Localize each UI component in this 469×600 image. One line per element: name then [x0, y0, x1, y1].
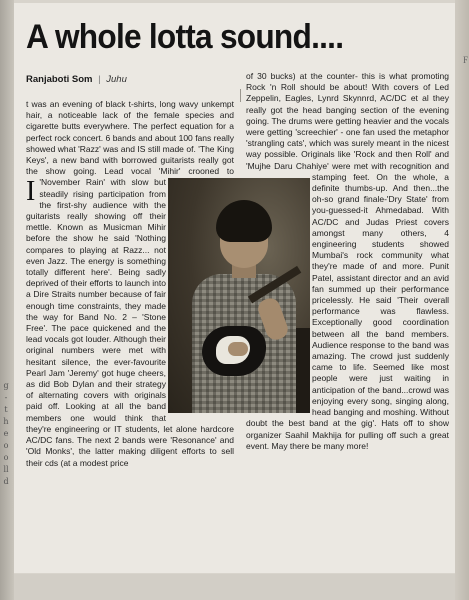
- margin-letter: o: [3, 453, 9, 462]
- right-edge-letter: F: [462, 55, 468, 65]
- column-rule: [240, 89, 241, 102]
- author-name: Ranjaboti Som: [26, 74, 93, 85]
- author-location: Juhu: [106, 74, 127, 85]
- article-column-1: [26, 99, 234, 469]
- page-bottom: [14, 574, 455, 600]
- byline: [26, 74, 127, 85]
- column-1-text: t was an evening of black t-shirts, long wavy unkempt hair, a noticeable lack of the female species and cigarette butts everywhere. The perfect equation for a perfect rock concert. 6 bands and about 100 fans really showed what 'Razz' was and IS still made of. 'The King Keys', a new band with borrowed guitarists really got the show going. Lead vocal 'Mihir' crooned to 'November Rain' with slow but steadily rising participation from the first-shy audience with the guitarists really showing off their mettle. Known as Musicman Mihir before the show he said 'Nothing compares to playing at Razz... not even Jazz. The energy is something totally different here'. Being sadly deprived of their efforts to launch into a Dire Straits number because of fair enough time constraints, they made the way for Band No. 2 – 'Stone Free'. The pace quickened and the lead vocals got louder. Although their original numbers were met with hesitant silence, the ever-favourite Pearl Jam 'Jeremy' got huge cheers, as did Bob Dylan and their strategy of alternating covers with originals paid off. Looking at all the band members one would think that they're engineering or IT students, let alone hardcore AC/DC fans. The next 2 bands were 'Resonance' and 'Old Monks', the latter making diligent efforts to sell their cds (at a modest price: [26, 99, 234, 468]
- margin-letter: g: [3, 381, 9, 390]
- margin-letter: t: [4, 405, 8, 414]
- photo-wrap-spacer: [166, 178, 234, 413]
- right-page-edge: [455, 0, 469, 600]
- margin-letter: d: [3, 477, 9, 486]
- margin-letter: e: [3, 429, 9, 438]
- margin-letter: o: [3, 441, 9, 450]
- margin-letter: h: [3, 417, 9, 426]
- byline-separator: |: [98, 74, 101, 85]
- photo-wrap-spacer: [246, 178, 312, 413]
- margin-letter: -: [4, 393, 8, 402]
- headline: A whole lotta sound....: [26, 18, 344, 56]
- column-2-text: of 30 bucks) at the counter- this is what promoting Rock 'n Roll should be about! With covers of Led Zeppelin, Eagles, Lynrd Skynnrd, AC/DC et al they really got the head banging section of the evening going. The drums were getting heavier and the vocals were getting 'screechier' - one fan used the metaphor 'strangling cats', which was surely meant in the nicest way possible. Originals like 'Rock and then Roll' and 'Mujhe Daru Chahiye' were met with recognition and stamping feet. On the whole, a definite thumbs-up. And then...the oh-so grand finale-'Dry State' from you-guessed-it Ahmedabad. With AC/DC and Judas Priest covers amongst many others, 4 engineering students showed Mumbai's rock community what they're made of and more. Punit Patel, assistant director and an avid fan summed up their performance pricelessly. He said 'Their overall performance was flawless. Exceptionally good coordination between all the band members. Audience response to the band was amazing. The crowd just suddenly came to life. Seemed like most people were just waiting in anticipation of the band...crowd was enjoying every song, singing along, head banging and moshing. Without doubt the best band at the gig'. Hats off to show organizer Saahil Makhija for pulling off such a great event. May there be many more!: [246, 71, 449, 451]
- drop-cap: I: [26, 176, 36, 207]
- article-column-2: [246, 71, 449, 452]
- left-page-margin: [0, 0, 14, 600]
- left-margin-text: [0, 380, 12, 488]
- margin-letter: ll: [3, 465, 9, 474]
- newspaper-article: [14, 3, 455, 573]
